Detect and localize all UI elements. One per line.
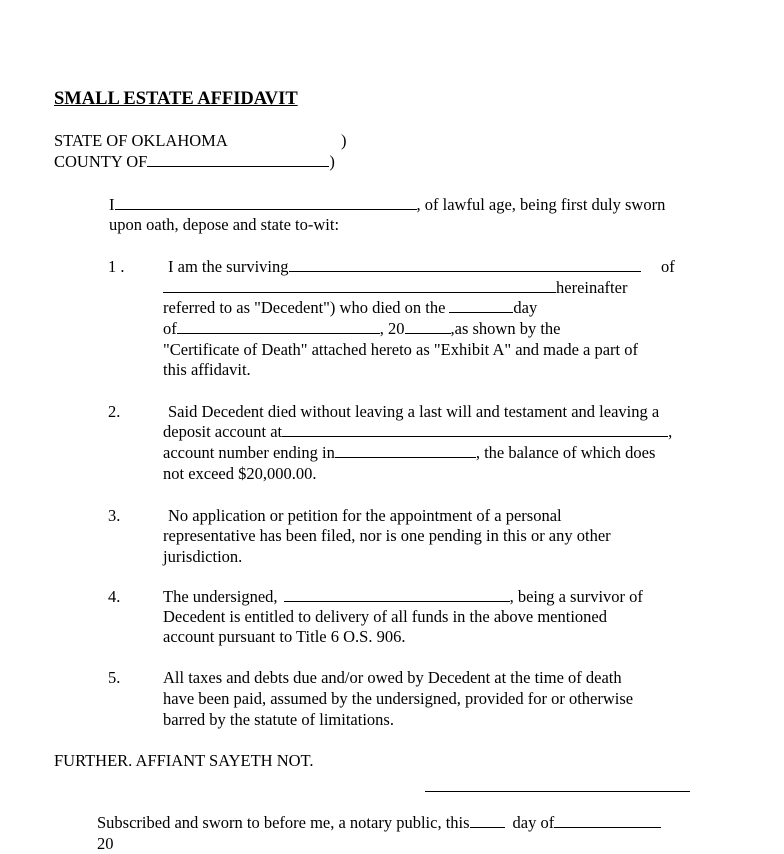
intro-i: I bbox=[109, 195, 115, 214]
notary-month-blank[interactable] bbox=[554, 813, 661, 828]
county-paren: ) bbox=[329, 152, 335, 171]
p1-line-4 bbox=[163, 319, 561, 339]
p5-line-1: All taxes and debts due and/or owed by Decedent at the time of death bbox=[163, 668, 622, 687]
decedent-name-blank[interactable] bbox=[163, 278, 556, 293]
p1-twenty: , 20 bbox=[379, 319, 405, 338]
p4-survivor: , being a survivor of bbox=[509, 587, 643, 606]
p5-line-2: have been paid, assumed by the undersigned, provided for or otherwise bbox=[163, 689, 634, 708]
state-label: STATE OF OKLAHOMA bbox=[54, 131, 228, 150]
p4-line-2: Decedent is entitled to delivery of all funds in the above mentioned bbox=[163, 607, 607, 626]
p1-hereinafter: hereinafter bbox=[556, 278, 628, 297]
notary-year: 20 bbox=[97, 834, 114, 853]
p5-line-3: barred by the statute of limitations. bbox=[163, 710, 394, 729]
p2-number: 2. bbox=[108, 402, 121, 421]
p2-line-4: not exceed $20,000.00. bbox=[163, 464, 317, 483]
account-number-blank[interactable] bbox=[335, 443, 476, 458]
p4-line-1 bbox=[163, 587, 643, 607]
p1-line-1 bbox=[168, 257, 641, 277]
further-affiant: FURTHER. AFFIANT SAYETH NOT. bbox=[54, 751, 314, 770]
intro-rest: , of lawful age, being first duly sworn bbox=[416, 195, 666, 214]
notary-line-1 bbox=[97, 813, 661, 833]
affiant-signature-line[interactable] bbox=[425, 791, 690, 792]
p5-number: 5. bbox=[108, 668, 121, 687]
p3-line-2: representative has been filed, nor is one pending in this or any other bbox=[163, 526, 611, 545]
p3-number: 3. bbox=[108, 506, 121, 525]
p1-of: of bbox=[661, 257, 675, 276]
p1-line-6: this affidavit. bbox=[163, 360, 251, 379]
state-paren: ) bbox=[341, 131, 347, 150]
county-label: COUNTY OF bbox=[54, 152, 148, 171]
death-day-blank[interactable] bbox=[449, 298, 513, 313]
p2-line-2 bbox=[163, 422, 672, 442]
document-title: SMALL ESTATE AFFIDAVIT bbox=[54, 89, 298, 109]
intro-line-2: upon oath, depose and state to-wit: bbox=[109, 215, 340, 234]
p3-line-3: jurisdiction. bbox=[163, 547, 243, 566]
p1-day: day bbox=[513, 298, 538, 317]
notary-subscribed: Subscribed and sworn to before me, a notary public, this bbox=[97, 813, 470, 832]
intro-line-1 bbox=[109, 195, 665, 215]
affiant-name-blank[interactable] bbox=[115, 195, 417, 210]
p1-line-2 bbox=[163, 278, 627, 298]
relationship-blank[interactable] bbox=[289, 257, 641, 272]
p3-line-1: No application or petition for the appointment of a personal bbox=[168, 506, 562, 525]
survivor-name-blank[interactable] bbox=[284, 587, 510, 602]
p2-line-1: Said Decedent died without leaving a last will and testament and leaving a bbox=[168, 402, 660, 421]
p1-line-5: "Certificate of Death" attached hereto as "Exhibit A" and made a part of bbox=[163, 340, 639, 359]
p2-account: account number ending in bbox=[163, 443, 335, 462]
p1-referred: referred to as "Decedent") who died on the bbox=[163, 298, 446, 317]
p2-line-3 bbox=[163, 443, 655, 463]
p2-comma: , bbox=[668, 422, 673, 441]
death-year-blank[interactable] bbox=[405, 319, 451, 334]
notary-day-blank[interactable] bbox=[470, 813, 505, 828]
bank-name-blank[interactable] bbox=[282, 422, 668, 437]
county-line bbox=[54, 152, 335, 172]
p4-undersigned: The undersigned, bbox=[163, 587, 278, 606]
p1-shown: ,as shown by the bbox=[450, 319, 561, 338]
p2-balance: , the balance of which does bbox=[475, 443, 656, 462]
p1-surviving: I am the surviving bbox=[168, 257, 289, 276]
p4-number: 4. bbox=[108, 587, 121, 606]
p1-of2: of bbox=[163, 319, 177, 338]
notary-day-of: day of bbox=[512, 813, 555, 832]
p2-deposit: deposit account at bbox=[163, 422, 283, 441]
death-month-blank[interactable] bbox=[177, 319, 380, 334]
county-blank[interactable] bbox=[147, 152, 329, 167]
p1-number: 1 . bbox=[108, 257, 125, 276]
p4-line-3: account pursuant to Title 6 O.S. 906. bbox=[163, 627, 406, 646]
p1-line-3 bbox=[163, 298, 537, 318]
